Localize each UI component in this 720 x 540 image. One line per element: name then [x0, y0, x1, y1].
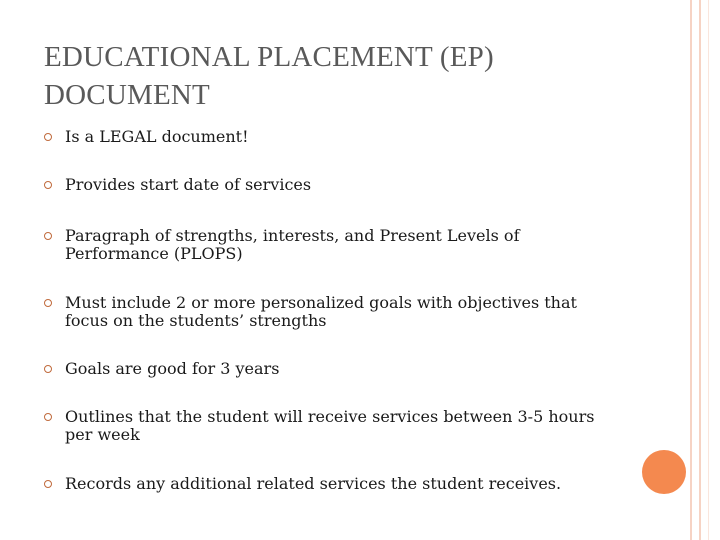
bullet-text: Paragraph of strengths, interests, and Present Levels of Performance (PLOPS): [65, 226, 520, 263]
bullet-circle-icon: [44, 480, 52, 488]
bullet-circle-icon: [44, 365, 52, 373]
decorative-vertical-line: [708, 0, 709, 540]
bullet-text: Outlines that the student will receive services between 3-5 hours per week: [65, 407, 595, 444]
bullet-item: [40, 475, 625, 493]
bullet-item: [40, 128, 625, 146]
bullet-item: [40, 408, 625, 444]
bullet-circle-icon: [44, 181, 52, 189]
decorative-circle: [642, 450, 686, 494]
bullet-text: Goals are good for 3 years: [65, 359, 280, 378]
decorative-vertical-line: [690, 0, 692, 540]
bullet-item: [40, 176, 625, 194]
bullet-text: Provides start date of services: [65, 175, 312, 194]
bullet-item: [40, 360, 625, 378]
decorative-vertical-line: [699, 0, 701, 540]
bullet-item: [40, 227, 625, 263]
bullet-item: [40, 294, 625, 330]
bullet-text: Must include 2 or more personalized goals with objectives that focus on the students’ strengths: [65, 293, 577, 330]
slide-title: EDUCATIONAL PLACEMENT (EP) DOCUMENT: [44, 41, 494, 111]
bullet-circle-icon: [44, 133, 52, 141]
bullet-text: Is a LEGAL document!: [65, 127, 249, 146]
bullet-text: Records any additional related services the student receives.: [65, 474, 562, 493]
bullet-circle-icon: [44, 232, 52, 240]
bullet-circle-icon: [44, 299, 52, 307]
bullet-circle-icon: [44, 413, 52, 421]
